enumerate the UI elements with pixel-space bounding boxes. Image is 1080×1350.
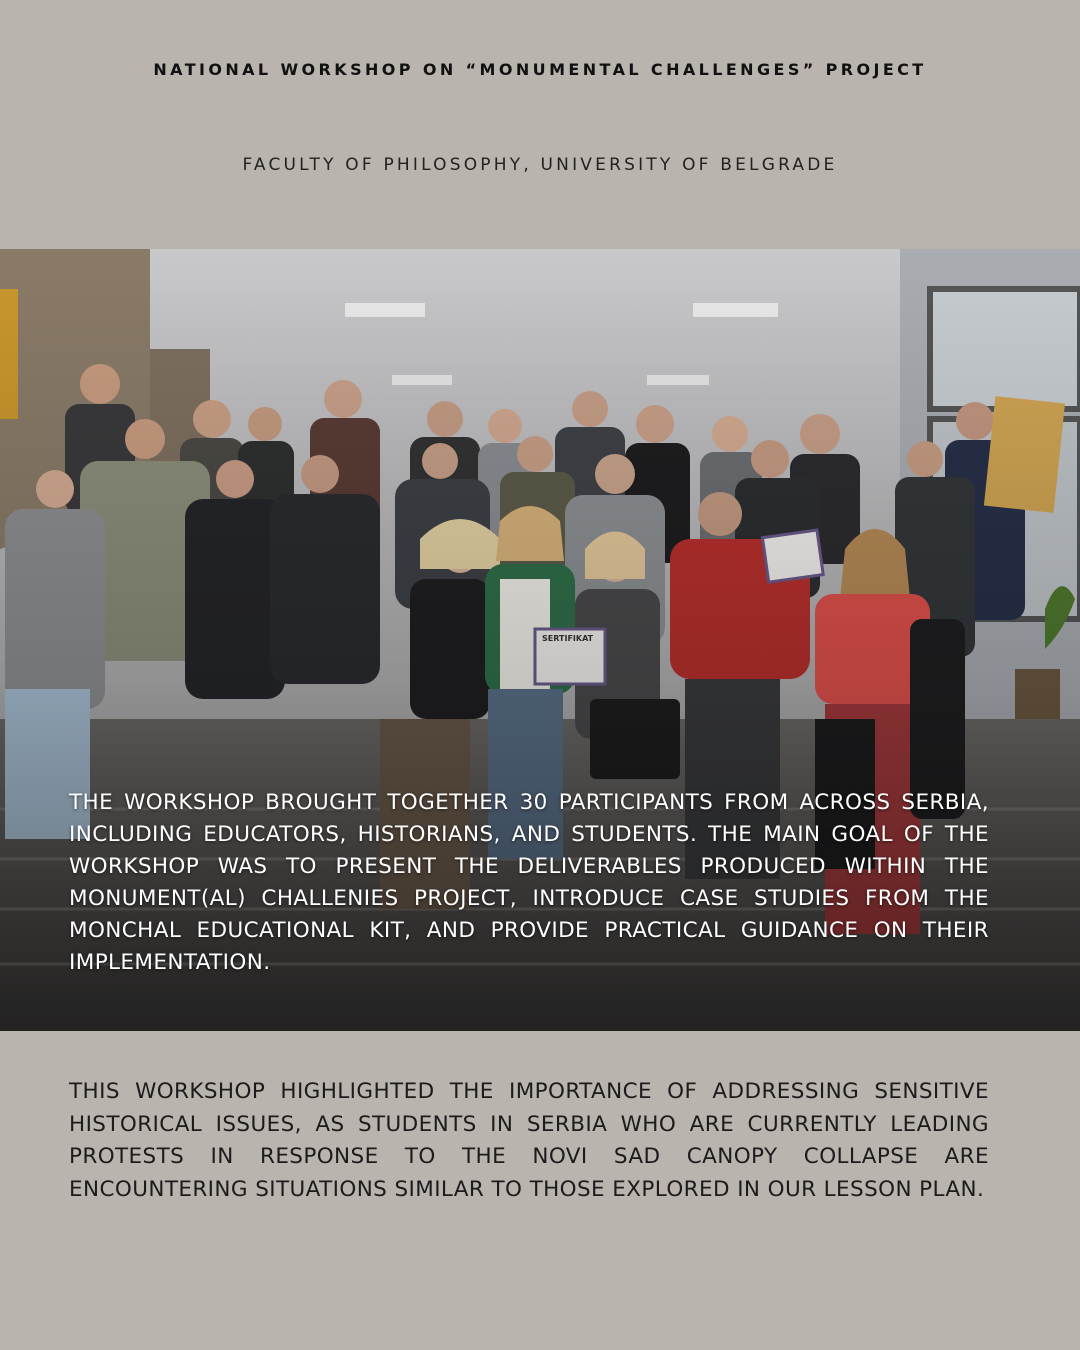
photo-overlay-text: THE WORKSHOP BROUGHT TOGETHER 30 PARTICIPANTS FROM ACROSS SERBIA, INCLUDING EDUCATORS, HISTORIANS, AND STUDENTS. THE MAIN GOAL OF THE WORKSHOP WAS TO PRESENT THE DELIVERABLES PRODUCED WITHIN THE MONUMENT(AL) CHALLENIES PROJECT, INTRODUCE CASE STUDIES FROM THE MONCHAL EDUCATIONAL KIT, AND PROVIDE PRACTICAL GUIDANCE ON THEIR IMPLEMENTATION.: [69, 790, 989, 975]
group-photo: [0, 249, 1080, 1031]
body-paragraph: THIS WORKSHOP HIGHLIGHTED THE IMPORTANCE OF ADDRESSING SENSITIVE HISTORICAL ISSUES, AS STUDENTS IN SERBIA WHO ARE CURRENTLY LEADING PROTESTS IN RESPONSE TO THE NOVI SAD CANOPY COLLAPSE ARE ENCOUNTERING SITUATIONS SIMILAR TO THOSE EXPLORED IN OUR LESSON PLAN.: [69, 1079, 989, 1202]
page-subtitle: FACULTY OF PHILOSOPHY, UNIVERSITY OF BELGRADE: [242, 155, 838, 175]
page-title: NATIONAL WORKSHOP ON “MONUMENTAL CHALLENGES” PROJECT: [153, 60, 927, 79]
